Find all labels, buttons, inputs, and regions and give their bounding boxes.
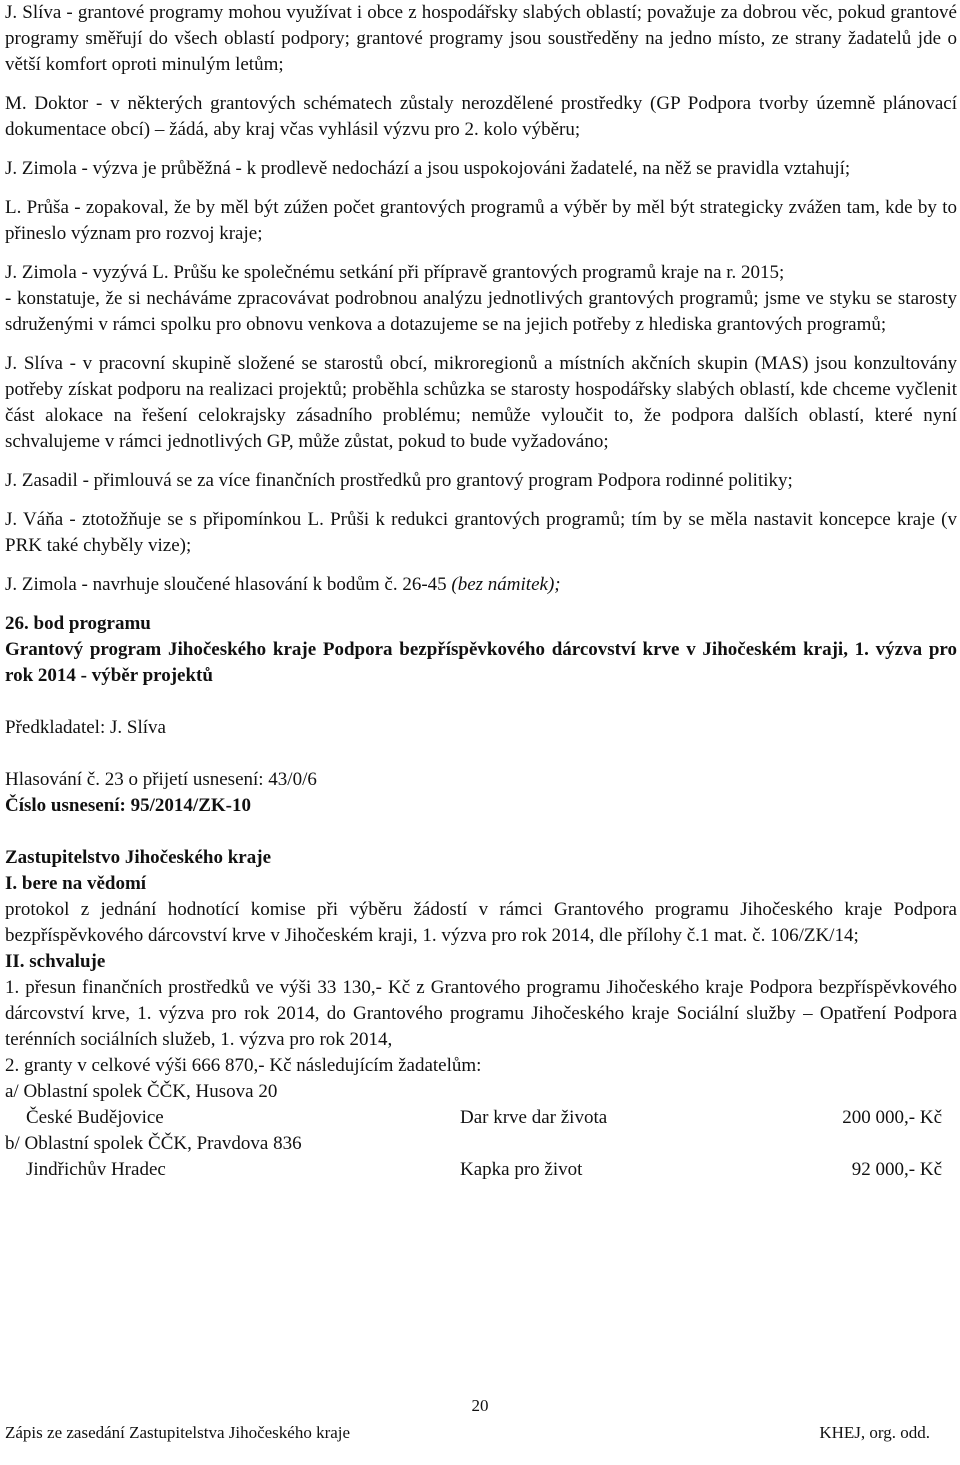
- section-2-item-1: 1. přesun finančních prostředků ve výši 33 130,- Kč z Grantového programu Jihočeského kraje Podpora bezpříspěvkového dárcovství krve, 1. výzva pro rok 2014, do Grantového programu Jihočeského kraje Sociální služby – Opatření Podpora terénních sociálních služeb, 1. výzva pro rok 2014,: [5, 977, 957, 1050]
- document-page: [5, 0, 957, 1183]
- resolution-number: Číslo usnesení: 95/2014/ZK-10: [5, 795, 251, 816]
- discussion-doktor-paragraph: M. Doktor - v některých grantových schématech zůstaly nerozdělené prostředky (GP Podpora tvorby územně plánovací dokumentace obcí) – žádá, aby kraj včas vyhlásil výzvu pro 2. kolo výběru;: [5, 93, 957, 140]
- section-1-heading: I. bere na vědomí: [5, 873, 147, 894]
- discussion-zimola-vote-paragraph: [5, 572, 957, 598]
- grant-applicant: a/ Oblastní spolek ČČK, Husova 20: [5, 1081, 278, 1102]
- vote-proposal-note: (bez námitek);: [451, 574, 561, 595]
- page-number: 20: [471, 1396, 489, 1415]
- section-1-text: protokol z jednání hodnotící komise při výběru žádostí v rámci Grantového programu Jihočeského kraje Podpora bezpříspěvkového dárcovství krve v Jihočeském kraji, 1. výzva pro rok 2014, dle přílohy č.1 mat. č. 106/ZK/14;: [5, 899, 957, 946]
- footer-department: KHEJ, org. odd.: [819, 1423, 930, 1442]
- item-number: 26. bod programu: [5, 613, 151, 634]
- grant-place: České Budějovice: [26, 1107, 164, 1128]
- discussion-zimola-paragraph: J. Zimola - výzva je průběžná - k prodlevě nedochází a jsou uspokojováni žadatelé, na něž se pravidla vztahují;: [5, 158, 851, 179]
- discussion-zasadil-paragraph: J. Zasadil - přimlouvá se za více finančních prostředků pro grantový program Podpora rodinné politiky;: [5, 470, 793, 491]
- grant-row: [5, 1157, 957, 1183]
- footer-document-title: Zápis ze zasedání Zastupitelstva Jihočeského kraje: [5, 1423, 351, 1442]
- discussion-slivа-paragraph: J. Slíva - grantové programy mohou využívat i obce z hospodářsky slabých oblastí; považuje za dobrou věc, pokud grantové programy směřují do všech oblastí podpory; grantové programy jsou soustředěny na jedno místo, ze strany žadatelů jde o větší komfort oproti minulým letům;: [5, 2, 957, 75]
- section-2-heading: II. schvaluje: [5, 951, 106, 972]
- grant-program: Dar krve dar života: [460, 1107, 608, 1128]
- discussion-zimola-invite-paragraph: J. Zimola - vyzývá L. Průšu ke společnému setkání při přípravě grantových programů kraje na r. 2015;: [5, 262, 785, 283]
- grant-program: Kapka pro život: [460, 1159, 583, 1180]
- section-2-item-2: 2. granty v celkové výši 666 870,- Kč následujícím žadatelům:: [5, 1055, 482, 1076]
- grant-amount: 92 000,- Kč: [851, 1159, 942, 1180]
- item-submitter: Předkladatel: J. Slíva: [5, 717, 166, 738]
- vote-proposal-text: J. Zimola - navrhuje sloučené hlasování k bodům č. 26-45: [5, 574, 447, 595]
- item-title: Grantový program Jihočeského kraje Podpora bezpříspěvkového dárcovství krve v Jihočeském kraji, 1. výzva pro rok 2014 - výběr projektů: [5, 639, 957, 686]
- grant-place: Jindřichův Hradec: [26, 1159, 166, 1180]
- item-vote: Hlasování č. 23 o přijetí usnesení: 43/0/6: [5, 769, 317, 790]
- discussion-prusa-paragraph: L. Průša - zopakoval, že by měl být zúžen počet grantových programů a výběr by měl být strategicky zvážen tam, kde by to přineslo význam pro rozvoj kraje;: [5, 197, 957, 244]
- grant-applicant: b/ Oblastní spolek ČČK, Pravdova 836: [5, 1133, 302, 1154]
- grant-amount: 200 000,- Kč: [842, 1107, 942, 1128]
- resolution-body: Zastupitelstvo Jihočeského kraje: [5, 847, 271, 868]
- discussion-vana-paragraph: J. Váňa - ztotožňuje se s připomínkou L. Průši k redukci grantových programů; tím by se měla nastavit koncepce kraje (v PRK také chyběly vize);: [5, 509, 957, 556]
- discussion-zimola-analysis-paragraph: - konstatuje, že si necháváme zpracovávat podrobnou analýzu jednotlivých grantových programů; jsme ve styku se starosty sdruženými v rámci spolku pro obnovu venkova a dotazujeme se na jejich potřeby z hlediska grantových programů;: [5, 288, 957, 335]
- grant-row: [5, 1105, 957, 1131]
- discussion-sliva-workgroup-paragraph: J. Slíva - v pracovní skupině složené se starostů obcí, mikroregionů a místních akčních skupin (MAS) jsou konzultovány potřeby získat podporu na realizaci projektů; proběhla schůzka se starosty hospodářsky slabých oblastí, kde chceme vyčlenit část alokace na řešení celokrajsky zásadního problému; nemůže vyloučit to, že podpora dalších oblastí, které nyní schvalujeme v rámci jednotlivých GP, může zůstat, pokud to bude vyžadováno;: [5, 353, 957, 452]
